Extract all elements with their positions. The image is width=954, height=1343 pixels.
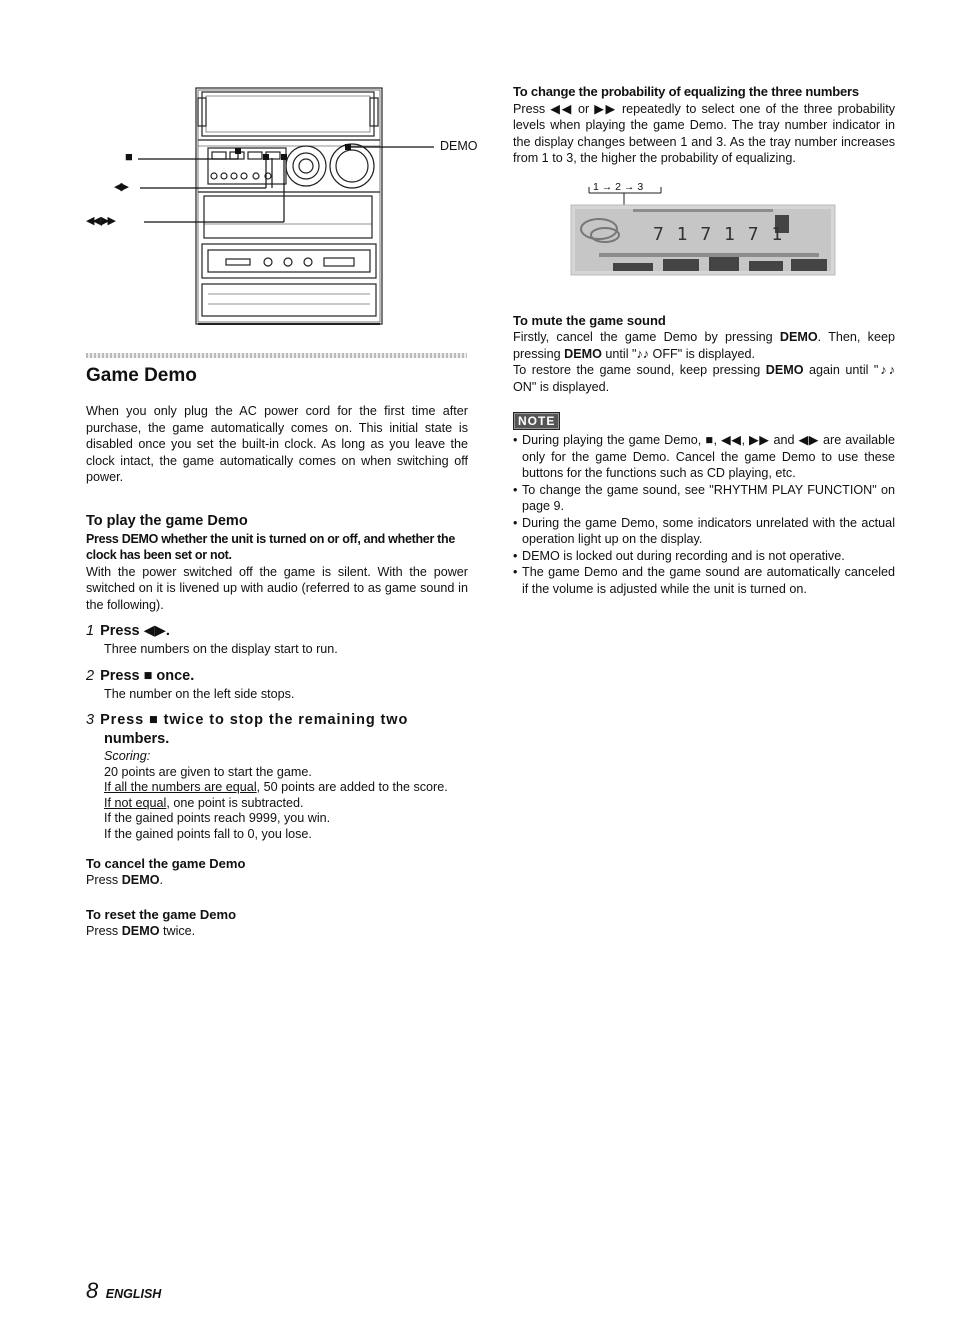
scoring-line-3 <box>104 796 468 812</box>
note-item: • During playing the game Demo, ■, ◀◀, ▶▶ and ◀▶ are available only for the game Demo. Cancel the game Demo to use these buttons for the functions such as CD playing, etc. <box>513 432 895 482</box>
section-title: Game Demo <box>86 365 197 386</box>
step-2-text: The number on the left side stops. <box>104 686 295 701</box>
step-1-title: Press ◀▶. <box>100 623 170 639</box>
skip-label: ◀◀ ,▶▶ <box>86 215 114 227</box>
scoring-block <box>86 749 468 843</box>
note-item: • The game Demo and the game sound are automatically canceled if the volume is adjusted while the unit is turned on. <box>513 564 895 597</box>
step-3-number: 3 <box>86 712 95 728</box>
stereo-illustration <box>84 84 484 329</box>
step-2-title: Press ■ once. <box>100 667 195 684</box>
page-number: 8 <box>86 1278 99 1303</box>
scoring-line-2-rest: , 50 points are added to the score. <box>256 780 448 795</box>
play-bold-note: Press DEMO whether the unit is turned on or off, and whether the clock has been set or not. <box>86 531 456 562</box>
right-column <box>513 84 895 597</box>
mute-text-1-demo: DEMO <box>779 330 818 344</box>
mute-text-1-e: until "♪♪ OFF" is displayed. <box>601 346 756 361</box>
stop-label: ■ <box>125 149 133 164</box>
scoring-line-3-underlined: If not equal <box>104 795 167 810</box>
footer-language: ENGLISH <box>105 1287 162 1301</box>
page-footer <box>86 1278 161 1304</box>
scoring-line-5: If the gained points fall to 0, you lose. <box>104 826 312 841</box>
tray-cycle-label: 1 → 2 → 3 <box>593 180 644 193</box>
play-heading: To play the game Demo <box>86 512 248 529</box>
display-illustration <box>513 179 895 309</box>
note-badge: NOTE <box>513 412 560 430</box>
display-readout: 7 1 7 1 7 1 <box>653 223 784 245</box>
reset-text-c: twice. <box>159 924 196 939</box>
step-3-title-a: Press ■ twice to stop the remaining two <box>100 712 409 728</box>
scoring-line-1: 20 points are given to start the game. <box>104 764 312 779</box>
cancel-text-c: . <box>159 873 163 888</box>
cancel-heading: To cancel the game Demo <box>86 855 246 871</box>
step-3-title-b: numbers. <box>104 731 170 747</box>
probability-heading: To change the probability of equalizing the three numbers <box>513 84 859 99</box>
note-item: • DEMO is locked out during recording and is not operative. <box>513 548 895 565</box>
cancel-text <box>86 872 468 889</box>
play-label: ◀▶ <box>114 181 127 193</box>
scoring-label: Scoring: <box>104 749 151 763</box>
mute-text-1 <box>513 329 895 362</box>
reset-text-demo: DEMO <box>121 924 160 939</box>
step-1-text: Three numbers on the display start to run. <box>104 642 338 656</box>
mute-text-2 <box>513 362 895 395</box>
demo-label: DEMO <box>440 139 478 153</box>
section-divider <box>86 353 467 358</box>
mute-text-1-c: . Then, keep pressing <box>513 330 895 361</box>
reset-text-a: Press <box>86 924 122 939</box>
mute-text-1-a: Firstly, cancel the game Demo by pressing <box>513 330 780 344</box>
left-column <box>86 364 468 940</box>
mute-text-1-demo-2: DEMO <box>564 346 602 361</box>
scoring-line-4: If the gained points reach 9999, you win. <box>104 811 331 826</box>
scoring-line-2 <box>104 780 468 796</box>
step-2-number: 2 <box>86 667 95 684</box>
scoring-line-3-rest: , one point is subtracted. <box>166 795 304 810</box>
mute-text-2-demo: DEMO <box>765 363 804 377</box>
mute-text-2-a: To restore the game sound, keep pressing <box>513 363 766 377</box>
stereo-diagram <box>84 84 484 329</box>
note-item: • During the game Demo, some indicators unrelated with the actual operation light up on the display. <box>513 515 895 548</box>
scoring-line-2-underlined: If all the numbers are equal <box>104 780 257 795</box>
reset-text <box>86 923 468 940</box>
reset-heading: To reset the game Demo <box>86 906 237 922</box>
probability-text: Press ◀◀ or ▶▶ repeatedly to select one of the three probability levels when playing the game Demo. The tray number indicator in the display changes between 1 and 3. As the tray number increases from 1 to 3, the higher the probability of equalizing. <box>513 101 895 165</box>
note-item: • To change the game sound, see "RHYTHM PLAY FUNCTION" on page 9. <box>513 482 895 515</box>
step-2 <box>86 667 468 686</box>
step-1 <box>86 622 468 641</box>
play-text: With the power switched off the game is silent. With the power switched on it is livened up with audio (referred to as game sound in the following). <box>86 564 468 612</box>
mute-heading: To mute the game sound <box>513 312 666 328</box>
note-list <box>513 432 895 597</box>
note-badge-wrap <box>513 412 895 430</box>
step-1-number: 1 <box>86 623 95 639</box>
step-3 <box>86 711 468 730</box>
cancel-text-demo: DEMO <box>121 873 160 888</box>
intro-paragraph: When you only plug the AC power cord for the first time after purchase, the game automatically comes on. This initial state is disabled once you set the built-in clock. As long as you leave the clock intact, the game automatically comes on when switching off power. <box>86 404 468 484</box>
mute-text-2-c: again until "♪♪ ON" is displayed. <box>513 363 895 394</box>
cancel-text-a: Press <box>86 873 122 888</box>
